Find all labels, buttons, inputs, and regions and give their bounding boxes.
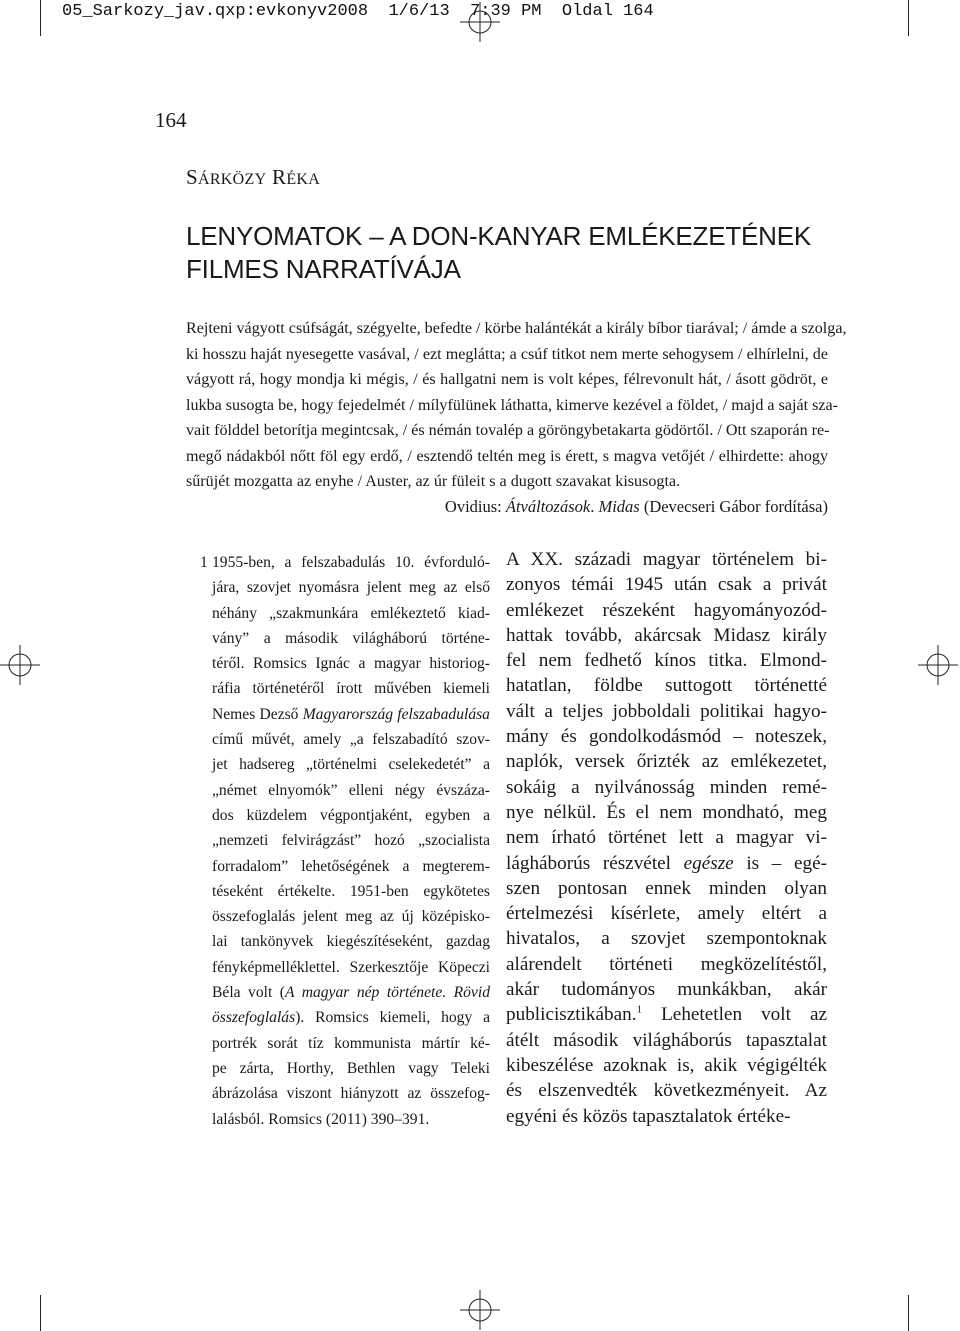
text-run: „nemzeti felvirágzást” hozó „szocialista (212, 832, 490, 850)
registration-mark-bottom-icon (460, 1290, 500, 1330)
crop-mark-top-right (908, 0, 909, 36)
body-line (506, 825, 827, 850)
body-line (506, 851, 827, 876)
text-run: és elszenvedték következményeit. Az (506, 1080, 827, 1102)
body-line (506, 749, 827, 774)
footnote-line (200, 854, 490, 879)
text-run: akár tudományos munkákban, akár (506, 979, 827, 1001)
text-run: 1955-ben, a felszabadulás 10. évforduló- (212, 554, 490, 571)
text-run: jet hadsereg „történelmi cselekedetét” a (212, 756, 490, 774)
text-run: egyéni és közös tapasztalatok értéke- (506, 1105, 791, 1127)
body-line (506, 926, 827, 951)
text-run: nye nélkül. És el nem mondható, meg (506, 801, 827, 823)
footnote-line (200, 778, 490, 803)
text-run: egésze (683, 852, 734, 874)
body-line (506, 648, 827, 673)
text-run: A XX. századi magyar történelem bi- (506, 549, 827, 570)
body-text (506, 547, 827, 1129)
text-run: pe zárta, Horthy, Bethlen vagy Teleki (212, 1059, 490, 1077)
body-line (506, 673, 827, 698)
crop-mark-bottom-right (908, 1295, 909, 1331)
footnote-line (200, 1031, 490, 1056)
footnote-line (200, 1005, 490, 1030)
text-run: „német elnyomók” elleni négy évszáza- (212, 781, 490, 799)
epigraph-line: sűrüjét mozgatta az enyhe / Auster, az úr füleit s a dugott szavakat kisusogta. (186, 473, 681, 490)
epigraph-line: lukba susogta be, hogy fejedelmét / mílyfülünek láthatta, kimerve kezével a földet, / majd a saját sza- (186, 396, 839, 414)
footnote-line (200, 980, 490, 1005)
text-run: mány és gondolkodásmód – noteszek, (506, 726, 827, 748)
text-run: átélt második világháborús tapasztalat (506, 1029, 827, 1051)
epigraph (186, 316, 847, 495)
body-line (506, 572, 827, 597)
text-run: Béla volt ( (212, 984, 285, 1002)
text-run: fel nem fedhető kínos titka. Elmond- (506, 650, 827, 672)
article-title (186, 220, 886, 286)
body-line (506, 952, 827, 977)
footnote-line (200, 828, 490, 853)
text-run: portrék sorát tíz kommunista mártír ké- (212, 1034, 490, 1052)
print-slug: 05_Sarkozy_jav.qxp:evkonyv2008 1/6/13 7:39 PM Oldal 164 (62, 2, 654, 21)
body-line (506, 901, 827, 926)
text-run: lalásból. Romsics (2011) 390–391. (212, 1110, 430, 1128)
footnote-line (200, 575, 490, 600)
text-run: összefoglalás (212, 1009, 296, 1027)
author-name: SÁRKÖZY RÉKA (186, 165, 321, 189)
text-run: hivatalos, a szovjet szempontoknak (506, 928, 827, 950)
text-run: Nemes Dezső (212, 705, 303, 723)
text-run: sokáig a nyilvánosság minden remé- (506, 776, 827, 798)
body-line (506, 699, 827, 724)
epigraph-line: vait földdel betorítja megintcsak, / és némán tovalép a göröngybetakarta gödörtől. / Ott szaporán re- (186, 422, 830, 439)
footnote (200, 550, 490, 1132)
footnote-line (200, 550, 490, 575)
text-run: forradalom” lehetőségének a megterem- (212, 857, 490, 875)
footnote-line (200, 1056, 490, 1081)
text-run: vány” a második világháború történe- (212, 629, 490, 647)
text-run: téseként értékelte. 1951-ben egykötetes (212, 882, 490, 900)
text-run: naplók, versek őrizték az emlékezetet, (506, 751, 827, 773)
text-run: ráfia történetéről írott művében kiemeli (212, 680, 490, 698)
text-run: lai tankönyvek kiegészítéseként, gazdag (212, 933, 490, 951)
body-line (506, 1078, 827, 1103)
body-line (506, 1002, 827, 1027)
footnote-line (200, 929, 490, 954)
text-run: zonyos témái 1945 után csak a privát (506, 574, 827, 596)
text-run: néhány „szakmunkára emlékeztető kiad- (212, 604, 490, 622)
text-run: jára, szovjet nyomásra jelent meg az első (212, 579, 490, 597)
text-run: fényképmelléklettel. Szerkesztője Köpeczi (212, 958, 490, 976)
footnote-ref[interactable]: 1 (636, 1003, 643, 1016)
text-run: ). Romsics kiemeli, hogy a (295, 1009, 490, 1027)
body-line (506, 724, 827, 749)
footnote-line (200, 955, 490, 980)
text-run: is – egé- (733, 852, 827, 874)
text-run: emlékezet részeként hagyományozód- (506, 599, 827, 621)
footnote-line (200, 651, 490, 676)
body-line (506, 623, 827, 648)
body-line (506, 800, 827, 825)
page-number: 164 (155, 108, 187, 132)
text-run: vált a teljes jobboldali politikai hagyo- (506, 700, 827, 722)
body-line (506, 775, 827, 800)
body-line (506, 1104, 827, 1129)
text-run: ábrázolása viszont hiányzott az összefog- (212, 1085, 490, 1103)
text-run: szen pontosan ennek minden olyan (506, 877, 827, 899)
text-run: hattak tovább, akárcsak Midasz király (506, 624, 827, 646)
footnote-line (200, 1081, 490, 1106)
footnote-line (200, 803, 490, 828)
registration-mark-right-icon (918, 645, 958, 685)
text-run: téről. Romsics Ignác a magyar historiog- (212, 655, 490, 673)
body-line (506, 876, 827, 901)
footnote-line (200, 702, 490, 727)
footnote-line (200, 727, 490, 752)
footnote-line (200, 601, 490, 626)
text-run: A magyar nép története. Rövid (284, 984, 490, 1002)
epigraph-line: ki hosszu haját nyesegette vasával, / ezt meglátta; a csúf titkot nem merte sehogysem / elhírlelni, de (186, 345, 828, 363)
title-line: FILMES NARRATÍVÁJA (186, 254, 461, 284)
text-run: Magyarország felszabadulása (302, 705, 490, 723)
footnote-line (200, 752, 490, 777)
crop-mark-top-left (40, 0, 41, 36)
body-line (506, 1028, 827, 1053)
footnote-line (200, 626, 490, 651)
crop-mark-bottom-left (40, 1295, 41, 1331)
epigraph-attribution: Ovidius: Átváltozások. Midas (Devecseri Gábor fordítása) (444, 497, 828, 516)
text-run: kibeszélése azoknak is, akik végigélték (506, 1054, 827, 1076)
epigraph-line: megő nádakból nőtt föl egy erdő, / esztendő teltén meg is érett, s magva vetőjét / elhirdette: ahogy (186, 447, 828, 465)
text-run: alárendelt történeti megközelítéstől, (506, 953, 827, 975)
footnote-line (200, 904, 490, 929)
footnote-line (200, 1107, 490, 1132)
text-run: hatatlan, földbe suttogott történetté (506, 675, 827, 697)
text-run: Lehetetlen volt az (642, 1004, 827, 1026)
body-line (506, 1053, 827, 1078)
text-run: összefoglalás jelent meg az új középisko- (212, 908, 490, 926)
registration-mark-left-icon (0, 645, 40, 685)
text-run: nem írható történet lett a magyar vi- (506, 827, 827, 849)
body-line (506, 547, 827, 572)
body-line (506, 598, 827, 623)
epigraph-line: Rejteni vágyott csúfságát, szégyelte, befedte / körbe halántékát a király bíbor tiarával; / ámde a szolga, (186, 320, 847, 337)
text-run: lágháborús részvétel (506, 852, 684, 874)
footnote-line (200, 879, 490, 904)
footnote-number: 1 (200, 554, 208, 571)
text-run: értelmezési kísérlete, amely eltért a (506, 903, 827, 925)
epigraph-line: vágyott rá, hogy mondja ki mégis, / és hallgatni nem is volt képes, félrevonult hát, / ásott gödröt, e (186, 371, 828, 388)
text-run: című művét, amely „a felszabadító szov- (212, 731, 490, 749)
body-line (506, 977, 827, 1002)
text-run: publicisztikában. (506, 1004, 637, 1026)
text-run: dos küzdelem végpontjaként, egyben a (212, 806, 490, 824)
title-line: LENYOMATOK – A DON-KANYAR EMLÉKEZETÉNEK (186, 221, 812, 251)
footnote-line (200, 676, 490, 701)
